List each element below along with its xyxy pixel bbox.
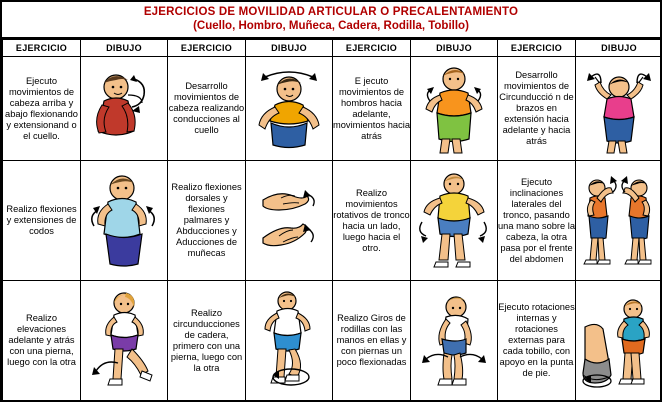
header-exercise-2: EJERCICIO (168, 40, 246, 57)
exercise-text-r1c4: Desarrollo movimientos de Circunducció n de brazos en extensión hacia adelante y hacia atrás (498, 57, 576, 161)
neck-flexion-extension-figure (82, 61, 166, 157)
document-title-line1: EJERCICIOS DE MOVILIDAD ARTICULAR O PRECALENTAMIENTO (143, 6, 519, 18)
leg-raise-figure (82, 285, 166, 397)
exercise-text-r3c1: Realizo elevaciones adelante y atrás con una pierna, luego con la otra (3, 281, 81, 401)
header-exercise-4: EJERCICIO (498, 40, 576, 57)
document-title-bar (2, 2, 660, 39)
shoulder-movement-figure (412, 61, 496, 157)
exercise-text-r1c3: E jecuto movimientos de hombros hacia adelante, movimientos hacia atrás (333, 57, 411, 161)
drawing-cell-r1c4 (576, 57, 662, 161)
header-exercise-1: EJERCICIO (3, 40, 81, 57)
exercise-text-r1c1: Ejecuto movimientos de cabeza arriba y abajo flexionando y extensionand o el cuello. (3, 57, 81, 161)
exercise-text-r2c1: Realizo flexiones y extensiones de codos (3, 161, 81, 281)
header-drawing-4: DIBUJO (576, 40, 662, 57)
drawing-cell-r3c3 (411, 281, 498, 401)
exercise-text-r3c4: Ejecuto rotaciones internas y rotaciones externas para cada tobillo, con apoyo en la punta de pie. (498, 281, 576, 401)
drawing-cell-r2c1 (81, 161, 168, 281)
lateral-trunk-bend-figure (577, 166, 661, 276)
wrist-flexion-figure (247, 166, 331, 276)
drawing-cell-r1c3 (411, 57, 498, 161)
header-drawing-3: DIBUJO (411, 40, 498, 57)
drawing-cell-r2c4 (576, 161, 662, 281)
exercise-text-r2c2: Realizo flexiones dorsales y flexiones palmares y Abducciones y Aducciones de muñecas (168, 161, 246, 281)
header-drawing-1: DIBUJO (81, 40, 168, 57)
header-drawing-2: DIBUJO (246, 40, 333, 57)
ankle-rotation-figure (577, 285, 661, 397)
exercise-text-r1c2: Desarrollo movimientos de cabeza realizando conducciones al cuello (168, 57, 246, 161)
drawing-cell-r3c2 (246, 281, 333, 401)
exercise-text-r2c3: Realizo movimientos rotativos de tronco hacia un lado, luego hacia el otro. (333, 161, 411, 281)
elbow-flexion-extension-figure (82, 166, 166, 276)
neck-rotation-figure (247, 61, 331, 157)
document-title-line2: (Cuello, Hombro, Muñeca, Cadera, Rodilla, Tobillo) (193, 20, 469, 32)
drawing-cell-r1c1 (81, 57, 168, 161)
knee-rotation-figure (412, 285, 496, 397)
table-row (3, 281, 662, 401)
table-row (3, 57, 662, 161)
drawing-cell-r3c4 (576, 281, 662, 401)
trunk-rotation-figure (412, 166, 496, 276)
drawing-cell-r3c1 (81, 281, 168, 401)
table-row (3, 161, 662, 281)
exercise-text-r2c4: Ejecuto inclinaciones laterales del tronco, pasando una mano sobre la cabeza, la otra pasa por el frente del abdomen (498, 161, 576, 281)
header-exercise-3: EJERCICIO (333, 40, 411, 57)
exercise-table (2, 39, 662, 401)
drawing-cell-r2c3 (411, 161, 498, 281)
hip-circumduction-figure (247, 285, 331, 397)
exercise-text-r3c2: Realizo circunducciones de cadera, primero con una pierna, luego con la otra (168, 281, 246, 401)
arm-circumduction-figure (577, 61, 661, 157)
exercise-text-r3c3: Realizo Giros de rodillas con las manos en ellas y con piernas un poco flexionadas (333, 281, 411, 401)
drawing-cell-r1c2 (246, 57, 333, 161)
table-header-row (3, 40, 662, 57)
drawing-cell-r2c2 (246, 161, 333, 281)
